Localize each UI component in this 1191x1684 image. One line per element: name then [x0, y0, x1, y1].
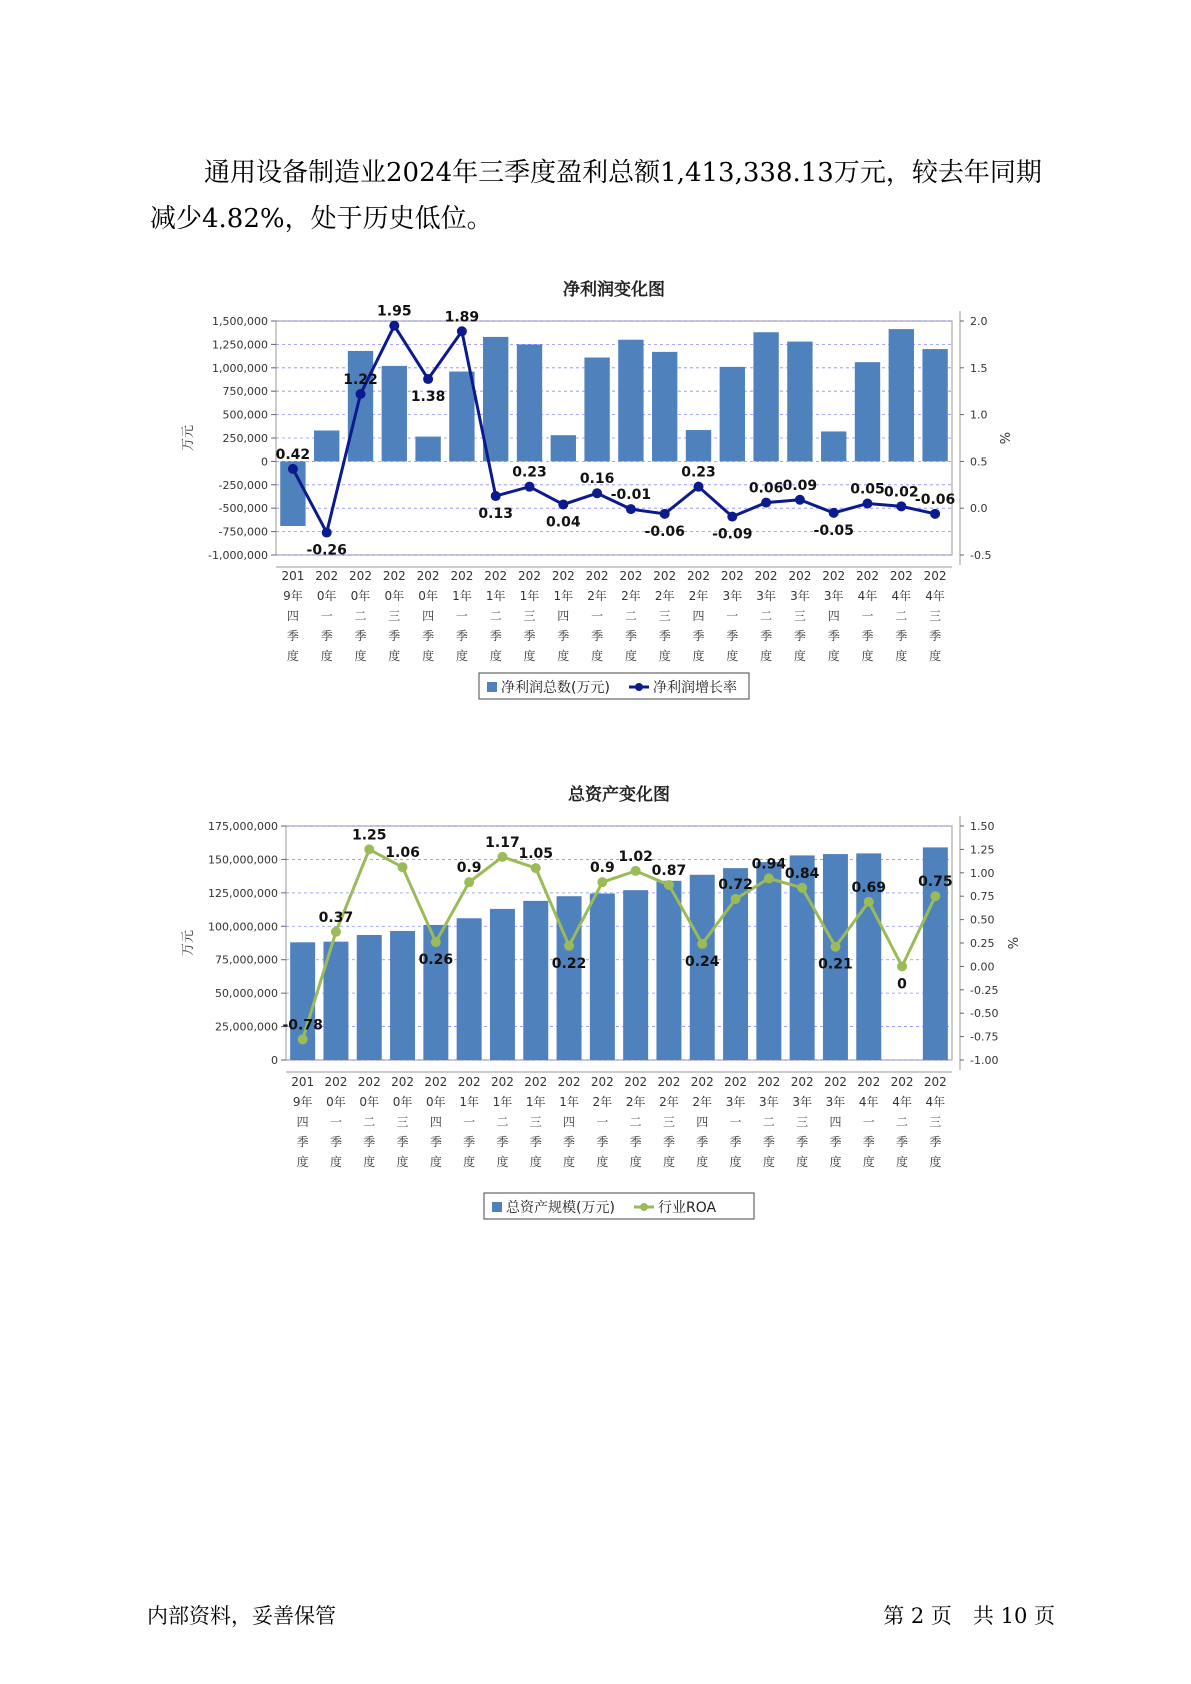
data-label: 0.23 — [512, 464, 547, 481]
y-tick-label: 500,000 — [222, 408, 268, 422]
bar — [756, 862, 781, 1060]
y-tick-label: 1,250,000 — [212, 338, 268, 352]
data-label: 1.02 — [618, 848, 653, 865]
bar — [415, 437, 440, 462]
x-tick-label: 202 2年二季度 — [619, 569, 643, 663]
x-tick-label: 202 3年三季度 — [788, 569, 812, 663]
line-point — [896, 501, 906, 511]
x-tick-label: 201 9年四季度 — [281, 569, 305, 663]
line-point — [694, 482, 704, 492]
legend-line-marker — [635, 683, 643, 691]
bar — [457, 918, 482, 1060]
line-point — [298, 1034, 308, 1044]
y-tick-label: 150,000,000 — [208, 853, 278, 867]
bar — [551, 435, 576, 461]
legend — [479, 673, 749, 699]
y-tick-label: 1,500,000 — [212, 315, 268, 328]
data-label: 1.38 — [410, 389, 446, 406]
data-label: -0.78 — [282, 1017, 323, 1034]
y-tick-label: 175,000,000 — [208, 820, 278, 833]
data-label: 0.04 — [546, 514, 581, 531]
data-label: 0.75 — [918, 874, 953, 891]
x-tick-label: 202 2年四季度 — [690, 1075, 714, 1169]
line-point — [431, 937, 441, 947]
total-assets-chart — [0, 770, 1191, 1230]
data-label: 0.9 — [456, 860, 482, 877]
line-point — [660, 509, 670, 519]
line-point — [497, 852, 507, 862]
line-point — [626, 504, 636, 514]
x-tick-label: 202 0年一季度 — [315, 569, 339, 663]
bar — [753, 332, 778, 461]
x-tick-label: 202 1年三季度 — [524, 1075, 548, 1169]
bar — [889, 329, 914, 461]
y-tick-label: -500,000 — [218, 502, 268, 516]
line-point — [829, 508, 839, 518]
y2-tick-label: 1.5 — [970, 361, 988, 375]
data-label: 1.95 — [377, 303, 412, 320]
x-tick-label: 202 1年四季度 — [551, 569, 575, 663]
data-label: 0 — [897, 976, 907, 993]
x-tick-label: 202 4年一季度 — [856, 569, 879, 663]
data-label: 1.06 — [385, 845, 420, 862]
x-tick-label: 202 3年三季度 — [790, 1075, 814, 1169]
x-tick-label: 202 3年一季度 — [724, 1075, 748, 1169]
data-label: 0.37 — [318, 909, 354, 926]
y-tick-label: 750,000 — [222, 385, 268, 399]
data-label: 0.24 — [684, 953, 720, 970]
line-point — [356, 389, 366, 399]
y-tick-label: 100,000,000 — [208, 920, 278, 934]
data-label: 0.05 — [850, 481, 885, 498]
x-tick-label: 202 4年三季度 — [923, 1075, 947, 1169]
x-tick-label: 202 3年一季度 — [720, 569, 744, 663]
y2-tick-label: 0.5 — [970, 455, 988, 469]
data-label: 0.06 — [748, 480, 784, 497]
line-point — [930, 891, 940, 901]
bar — [390, 931, 415, 1060]
line-point — [288, 464, 298, 474]
y-tick-label: 250,000 — [222, 432, 268, 445]
bar — [449, 372, 474, 462]
data-label: 1.22 — [343, 372, 378, 389]
y-tick-label: -250,000 — [218, 478, 268, 492]
y2-axis-label: % — [1007, 936, 1022, 950]
line-point — [491, 491, 501, 501]
x-tick-label: 202 1年三季度 — [518, 569, 541, 663]
data-label: 1.25 — [351, 827, 387, 844]
bar — [652, 352, 677, 462]
x-tick-label: 202 0年三季度 — [382, 569, 406, 663]
data-label: 0.26 — [418, 952, 454, 969]
line-point — [764, 873, 774, 883]
y-tick-label: 75,000,000 — [215, 953, 278, 967]
legend-line-marker — [640, 1203, 648, 1211]
bar — [382, 366, 407, 461]
bar — [557, 896, 582, 1060]
x-tick-label: 202 3年二季度 — [757, 1075, 781, 1169]
y2-tick-label: -1.00 — [970, 1054, 999, 1067]
line-point — [457, 326, 467, 336]
y2-axis-label: % — [999, 431, 1014, 445]
x-tick-label: 202 2年一季度 — [590, 1075, 614, 1169]
data-label: 0.22 — [551, 955, 587, 972]
line-point — [830, 942, 840, 952]
data-label: 1.89 — [444, 309, 480, 326]
x-tick-label: 202 1年四季度 — [557, 1075, 581, 1169]
line-point — [797, 883, 807, 893]
data-label: 0.42 — [275, 446, 311, 463]
y2-tick-label: -0.5 — [970, 549, 992, 562]
data-label: -0.26 — [306, 542, 347, 559]
line-point — [697, 939, 707, 949]
x-tick-label: 202 3年四季度 — [823, 1075, 847, 1169]
bar — [483, 337, 508, 461]
line-point — [398, 862, 408, 872]
y2-tick-label: 0.25 — [970, 937, 995, 950]
x-tick-label: 202 2年三季度 — [657, 1075, 681, 1169]
x-tick-label: 202 4年三季度 — [923, 569, 947, 663]
bar — [590, 894, 615, 1060]
y-tick-label: 0 — [271, 1054, 278, 1067]
y2-tick-label: 0.00 — [970, 960, 995, 974]
line-point — [389, 321, 399, 331]
net-profit-chart — [0, 255, 1191, 725]
legend-bar-swatch — [487, 682, 497, 692]
total-assets-chart-svg — [0, 770, 1191, 1230]
y2-tick-label: -0.75 — [970, 1030, 999, 1044]
bar — [787, 342, 812, 462]
footer-confidential-note: 内部资料，妥善保管 — [147, 1604, 336, 1628]
bar — [656, 881, 681, 1060]
bar — [922, 349, 947, 461]
x-tick-label: 202 3年四季度 — [822, 569, 846, 663]
y-tick-label: 0 — [261, 455, 268, 469]
line-point — [761, 498, 771, 508]
y-tick-label: 50,000,000 — [215, 987, 278, 1001]
line-point — [727, 512, 737, 522]
y-tick-label: 1,000,000 — [212, 361, 268, 375]
data-label: 0.94 — [751, 856, 787, 873]
x-tick-label: 202 2年三季度 — [653, 569, 677, 663]
bar — [584, 358, 609, 462]
data-label: 0.72 — [718, 877, 753, 894]
line-point — [558, 499, 568, 509]
line-point — [731, 894, 741, 904]
bar — [517, 344, 542, 461]
x-tick-label: 201 9年四季度 — [291, 1075, 315, 1169]
data-label: 0.69 — [851, 879, 887, 896]
x-tick-label: 202 0年四季度 — [416, 569, 440, 663]
line-point — [592, 488, 602, 498]
x-tick-label: 202 0年一季度 — [324, 1075, 348, 1169]
data-label: 0.9 — [589, 860, 615, 877]
x-tick-label: 202 1年一季度 — [450, 569, 474, 663]
line-point — [897, 961, 907, 971]
x-tick-label: 202 1年二季度 — [484, 569, 508, 663]
legend-line-label: 净利润增长率 — [653, 680, 737, 696]
bar — [855, 362, 880, 461]
y2-tick-label: 2.0 — [970, 315, 988, 328]
intro-paragraph: 通用设备制造业2024年三季度盈利总额1,413,338.13万元，较去年同期减少4.82%，处于历史低位。 — [150, 158, 1042, 234]
data-label: 0.21 — [818, 956, 853, 973]
line-point — [423, 374, 433, 384]
line-point — [464, 877, 474, 887]
data-label: -0.05 — [813, 522, 854, 539]
x-tick-label: 202 4年二季度 — [890, 1075, 914, 1169]
bar — [821, 431, 846, 461]
y-tick-label: -750,000 — [218, 525, 268, 539]
x-tick-label: 202 2年四季度 — [687, 569, 710, 663]
y2-tick-label: -0.50 — [970, 1007, 999, 1021]
bar — [523, 901, 548, 1060]
bar — [720, 367, 745, 462]
x-tick-label: 202 3年二季度 — [754, 569, 778, 663]
y2-tick-label: -0.25 — [970, 983, 999, 997]
legend-line-label: 行业ROA — [658, 1200, 717, 1216]
y2-tick-label: 0.50 — [970, 913, 995, 927]
bar — [686, 430, 711, 461]
line-point — [531, 863, 541, 873]
net-profit-chart-svg — [0, 255, 1191, 725]
line-point — [664, 880, 674, 890]
y2-tick-label: 1.25 — [970, 843, 995, 857]
y2-tick-label: 1.0 — [970, 408, 988, 422]
line-point — [597, 877, 607, 887]
x-tick-label: 202 0年二季度 — [357, 1075, 381, 1169]
bar — [348, 351, 373, 461]
bar — [618, 340, 643, 462]
bar — [314, 431, 339, 462]
y-tick-label: 125,000,000 — [208, 886, 278, 900]
x-tick-label: 202 1年一季度 — [457, 1075, 481, 1169]
x-tick-label: 202 2年一季度 — [585, 569, 609, 663]
line-point — [864, 897, 874, 907]
x-tick-label: 202 0年四季度 — [424, 1075, 448, 1169]
line-point — [930, 509, 940, 519]
data-label: -0.01 — [610, 487, 652, 504]
x-tick-label: 202 0年二季度 — [349, 569, 372, 663]
line-point — [364, 844, 374, 854]
data-label: -0.06 — [914, 491, 956, 508]
x-tick-label: 202 2年二季度 — [624, 1075, 648, 1169]
data-label: 0.87 — [651, 862, 687, 879]
line-point — [322, 528, 332, 538]
data-label: 0.16 — [579, 471, 615, 488]
y-axis-label: 万元 — [181, 929, 196, 957]
legend-bar-label: 净利润总数(万元) — [501, 680, 610, 696]
legend-bar-swatch — [492, 1202, 502, 1212]
y2-tick-label: 0.0 — [970, 502, 988, 516]
line-point — [795, 495, 805, 505]
x-tick-label: 202 0年三季度 — [391, 1075, 415, 1169]
data-label: -0.06 — [644, 523, 685, 540]
data-label: 1.05 — [518, 846, 554, 863]
data-label: -0.09 — [712, 526, 753, 543]
legend-bar-label: 总资产规模(万元) — [506, 1200, 615, 1216]
footer-page-number: 第 2 页 共 10 页 — [883, 1604, 1055, 1628]
y-tick-label: 25,000,000 — [215, 1020, 278, 1034]
chart-title: 总资产变化图 — [568, 785, 670, 805]
data-label: 0.84 — [784, 865, 820, 882]
data-label: 0.23 — [681, 464, 716, 481]
legend — [484, 1193, 754, 1219]
x-tick-label: 202 1年二季度 — [490, 1075, 514, 1169]
y2-tick-label: 1.00 — [970, 866, 995, 880]
line-point — [525, 482, 535, 492]
y-tick-label: -1,000,000 — [208, 549, 268, 562]
y2-tick-label: 1.50 — [970, 820, 995, 833]
data-label: 0.13 — [478, 506, 513, 523]
y-axis-label: 万元 — [181, 424, 196, 452]
line-point — [863, 499, 873, 509]
line-point — [631, 866, 641, 876]
line-point — [564, 941, 574, 951]
x-tick-label: 202 4年一季度 — [857, 1075, 881, 1169]
chart-title: 净利润变化图 — [563, 280, 665, 300]
bar — [623, 890, 648, 1060]
bar — [490, 909, 515, 1060]
data-label: 0.02 — [884, 484, 919, 501]
x-tick-label: 202 4年二季度 — [889, 569, 913, 663]
line-point — [331, 927, 341, 937]
bar — [357, 935, 382, 1060]
data-label: 0.09 — [782, 477, 818, 494]
data-label: 1.17 — [485, 834, 520, 851]
y2-tick-label: 0.75 — [970, 890, 995, 904]
